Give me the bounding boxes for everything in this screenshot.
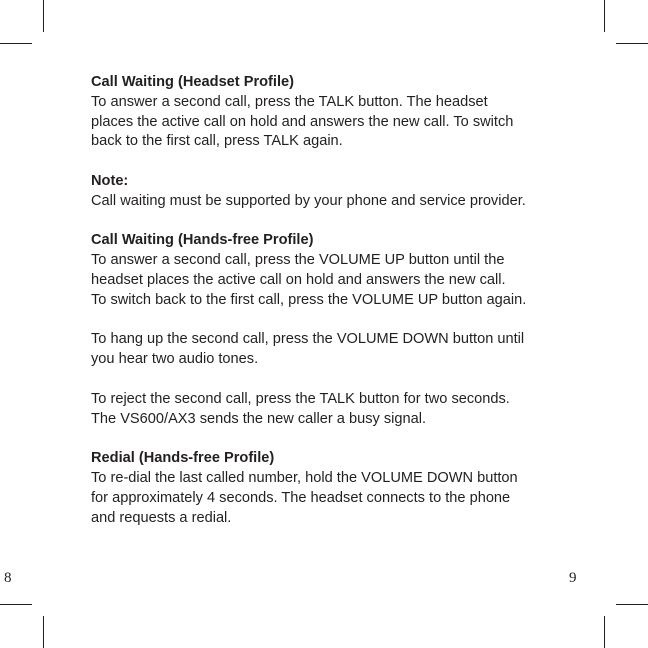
paragraph-line: The VS600/AX3 sends the new caller a busy signal. — [91, 410, 427, 427]
section-heading: Redial (Hands-free Profile) — [91, 450, 275, 467]
paragraph-line: To hang up the second call, press the VOLUME DOWN button until — [91, 331, 525, 348]
section-call-waiting-headset — [91, 73, 591, 152]
paragraph-line: back to the first call, press TALK again. — [91, 133, 343, 150]
section-reject — [91, 390, 591, 430]
paragraph-line: headset places the active call on hold and answers the new call. — [91, 271, 506, 288]
page-number-left: 8 — [4, 570, 12, 586]
crop-mark-bottom-right-vertical — [604, 616, 605, 648]
crop-mark-bottom-left-horizontal — [0, 604, 32, 605]
paragraph-line: To reject the second call, press the TALK button for two seconds. — [91, 390, 510, 407]
paragraph-line: To switch back to the first call, press the VOLUME UP button again. — [91, 291, 527, 308]
paragraph-line: To re-dial the last called number, hold the VOLUME DOWN button — [91, 469, 518, 486]
paragraph-line: To answer a second call, press the VOLUME UP button until the — [91, 252, 505, 269]
paragraph-line: you hear two audio tones. — [91, 351, 259, 368]
paragraph-line: Call waiting must be supported by your phone and service provider. — [91, 192, 526, 209]
crop-mark-bottom-left-vertical — [43, 616, 44, 648]
crop-mark-bottom-right-horizontal — [616, 604, 648, 605]
paragraph-line: To answer a second call, press the TALK button. The headset — [91, 93, 488, 110]
paragraph-line: and requests a redial. — [91, 509, 232, 526]
section-heading: Call Waiting (Headset Profile) — [91, 74, 294, 90]
crop-mark-top-right-vertical — [604, 0, 605, 32]
section-heading: Note: — [91, 172, 129, 189]
paragraph-line: for approximately 4 seconds. The headset connects to the phone — [91, 489, 511, 506]
section-call-waiting-hands-free — [91, 231, 591, 310]
section-heading: Call Waiting (Hands-free Profile) — [91, 232, 314, 249]
crop-mark-top-left-horizontal — [0, 43, 32, 44]
manual-page-content — [91, 73, 591, 548]
page-number-right: 9 — [569, 570, 577, 586]
crop-mark-top-right-horizontal — [616, 43, 648, 44]
section-redial — [91, 449, 591, 528]
section-hang-up — [91, 330, 591, 370]
paragraph-line: places the active call on hold and answers the new call. To switch — [91, 113, 514, 130]
crop-mark-top-left-vertical — [43, 0, 44, 32]
section-note — [91, 172, 591, 212]
